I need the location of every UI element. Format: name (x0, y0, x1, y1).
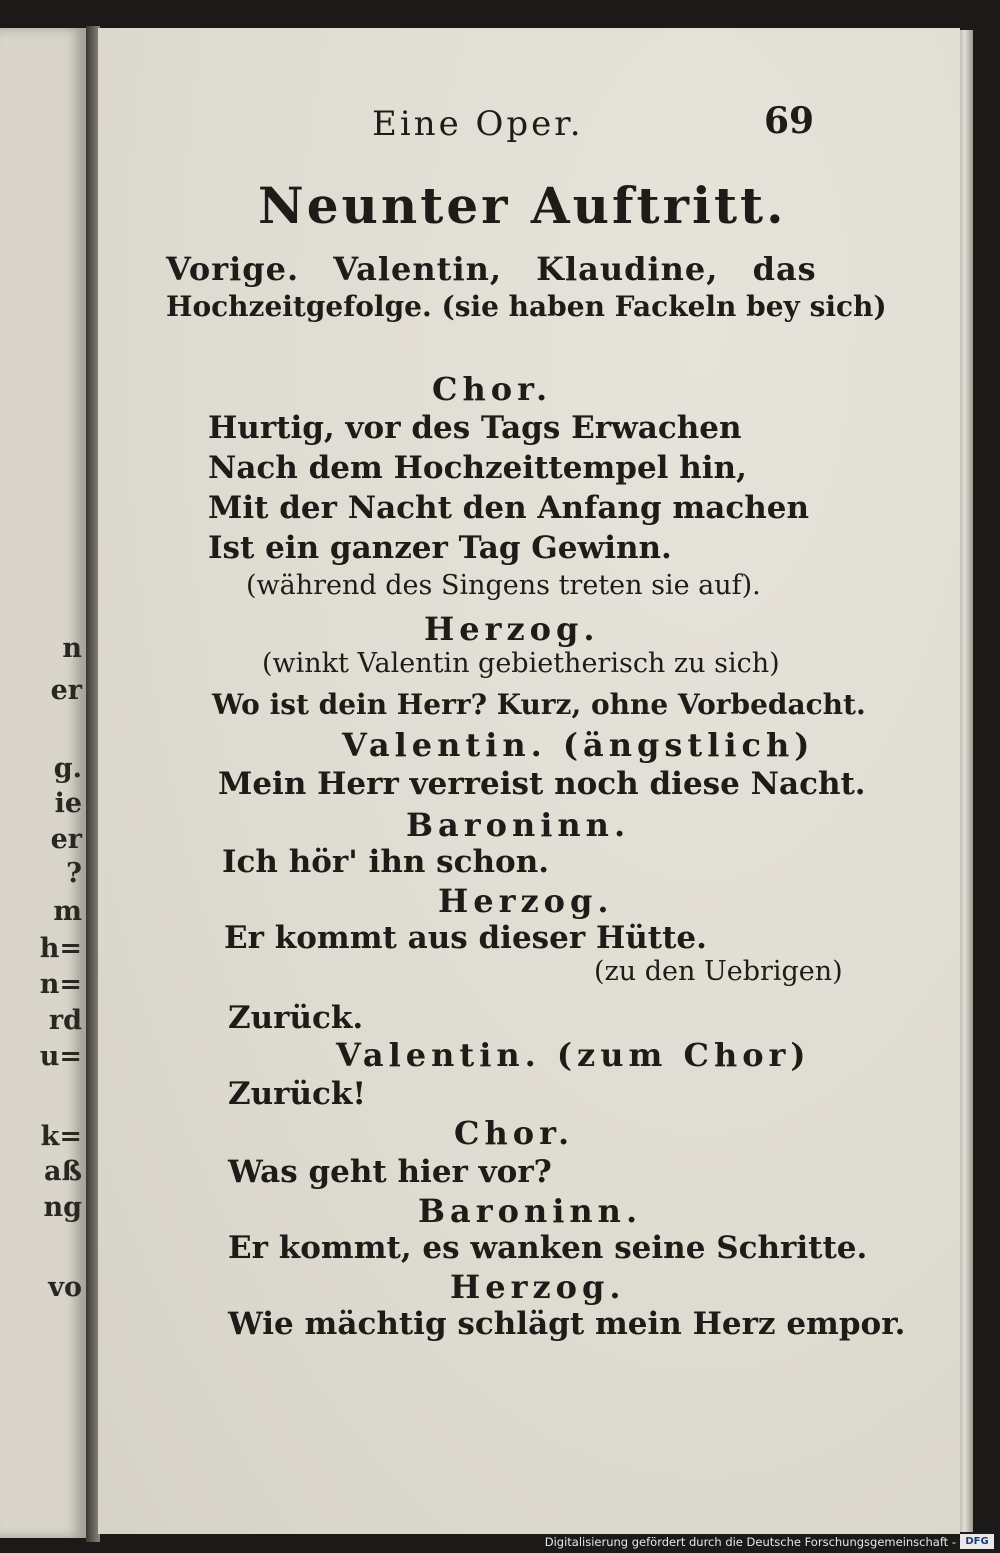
left-page-fragment: k= (40, 1121, 82, 1152)
digitization-credit: Digitalisierung gefördert durch die Deutsche Forschungsgemeinschaft - (544, 1535, 956, 1549)
verse-line: Ich hör' ihn schon. (222, 844, 550, 880)
stage-direction: (winkt Valentin gebietherisch zu sich) (262, 648, 780, 679)
verse-line: Wo ist dein Herr? Kurz, ohne Vorbedacht. (212, 688, 866, 721)
speaker-name: Herzog. (450, 1268, 626, 1306)
left-page-fragment: aß (43, 1156, 82, 1187)
left-page-fragment: h= (39, 933, 82, 964)
speaker-name: Baroninn. (418, 1192, 643, 1230)
speaker-name: Valentin. (ängstlich) (342, 726, 815, 764)
scene-title: Neunter Auftritt. (258, 176, 787, 235)
verse-line: Ist ein ganzer Tag Gewinn. (208, 530, 672, 566)
verse-line: Zurück! (228, 1076, 367, 1112)
verse-line: Hurtig, vor des Tags Erwachen (208, 410, 742, 446)
left-page-fragment: er (50, 675, 82, 706)
left-page-fragment: vo (48, 1272, 82, 1303)
verse-line: Er kommt, es wanken seine Schritte. (228, 1230, 868, 1266)
left-page-fragment: rd (48, 1005, 82, 1036)
left-page-fragment: ie (54, 788, 82, 819)
verse-line: Er kommt aus dieser Hütte. (224, 920, 707, 956)
stage-direction-line: Hochzeitgefolge. (sie haben Fackeln bey sich) (166, 290, 887, 323)
speaker-name: Herzog. (424, 610, 600, 648)
page-number: 69 (764, 100, 815, 142)
verse-line: Mit der Nacht den Anfang machen (208, 490, 809, 526)
speaker-name: Baroninn. (406, 806, 631, 844)
speaker-name: Herzog. (438, 882, 614, 920)
facing-page-edge (0, 28, 89, 1538)
left-page-fragment: ng (43, 1192, 82, 1223)
left-page-fragment: u= (39, 1041, 82, 1072)
verse-line: Zurück. (228, 1000, 364, 1036)
left-page-fragment: n (62, 633, 82, 664)
left-page-fragment: ? (66, 858, 82, 889)
speaker-name: Chor. (454, 1114, 575, 1152)
verse-line: Was geht hier vor? (228, 1154, 552, 1190)
speaker-name: Chor. (432, 370, 553, 408)
verse-line: Nach dem Hochzeittempel hin, (208, 450, 747, 486)
left-page-fragment: m (53, 896, 82, 927)
speaker-name: Valentin. (zum Chor) (336, 1036, 811, 1074)
running-head: Eine Oper. (372, 104, 584, 144)
stage-direction-line: Vorige. Valentin, Klaudine, das (166, 250, 817, 288)
dfg-logo: DFG (960, 1534, 994, 1549)
left-page-fragment: n= (39, 969, 82, 1000)
verse-line: Wie mächtig schlägt mein Herz empor. (228, 1306, 906, 1342)
left-page-fragment: g. (53, 753, 82, 784)
left-page-fragment: er (50, 824, 82, 855)
page-stack-edge (958, 30, 973, 1532)
stage-direction: (zu den Uebrigen) (594, 956, 843, 987)
verse-line: Mein Herr verreist noch diese Nacht. (218, 766, 866, 802)
stage-direction: (während des Singens treten sie auf). (246, 570, 761, 601)
